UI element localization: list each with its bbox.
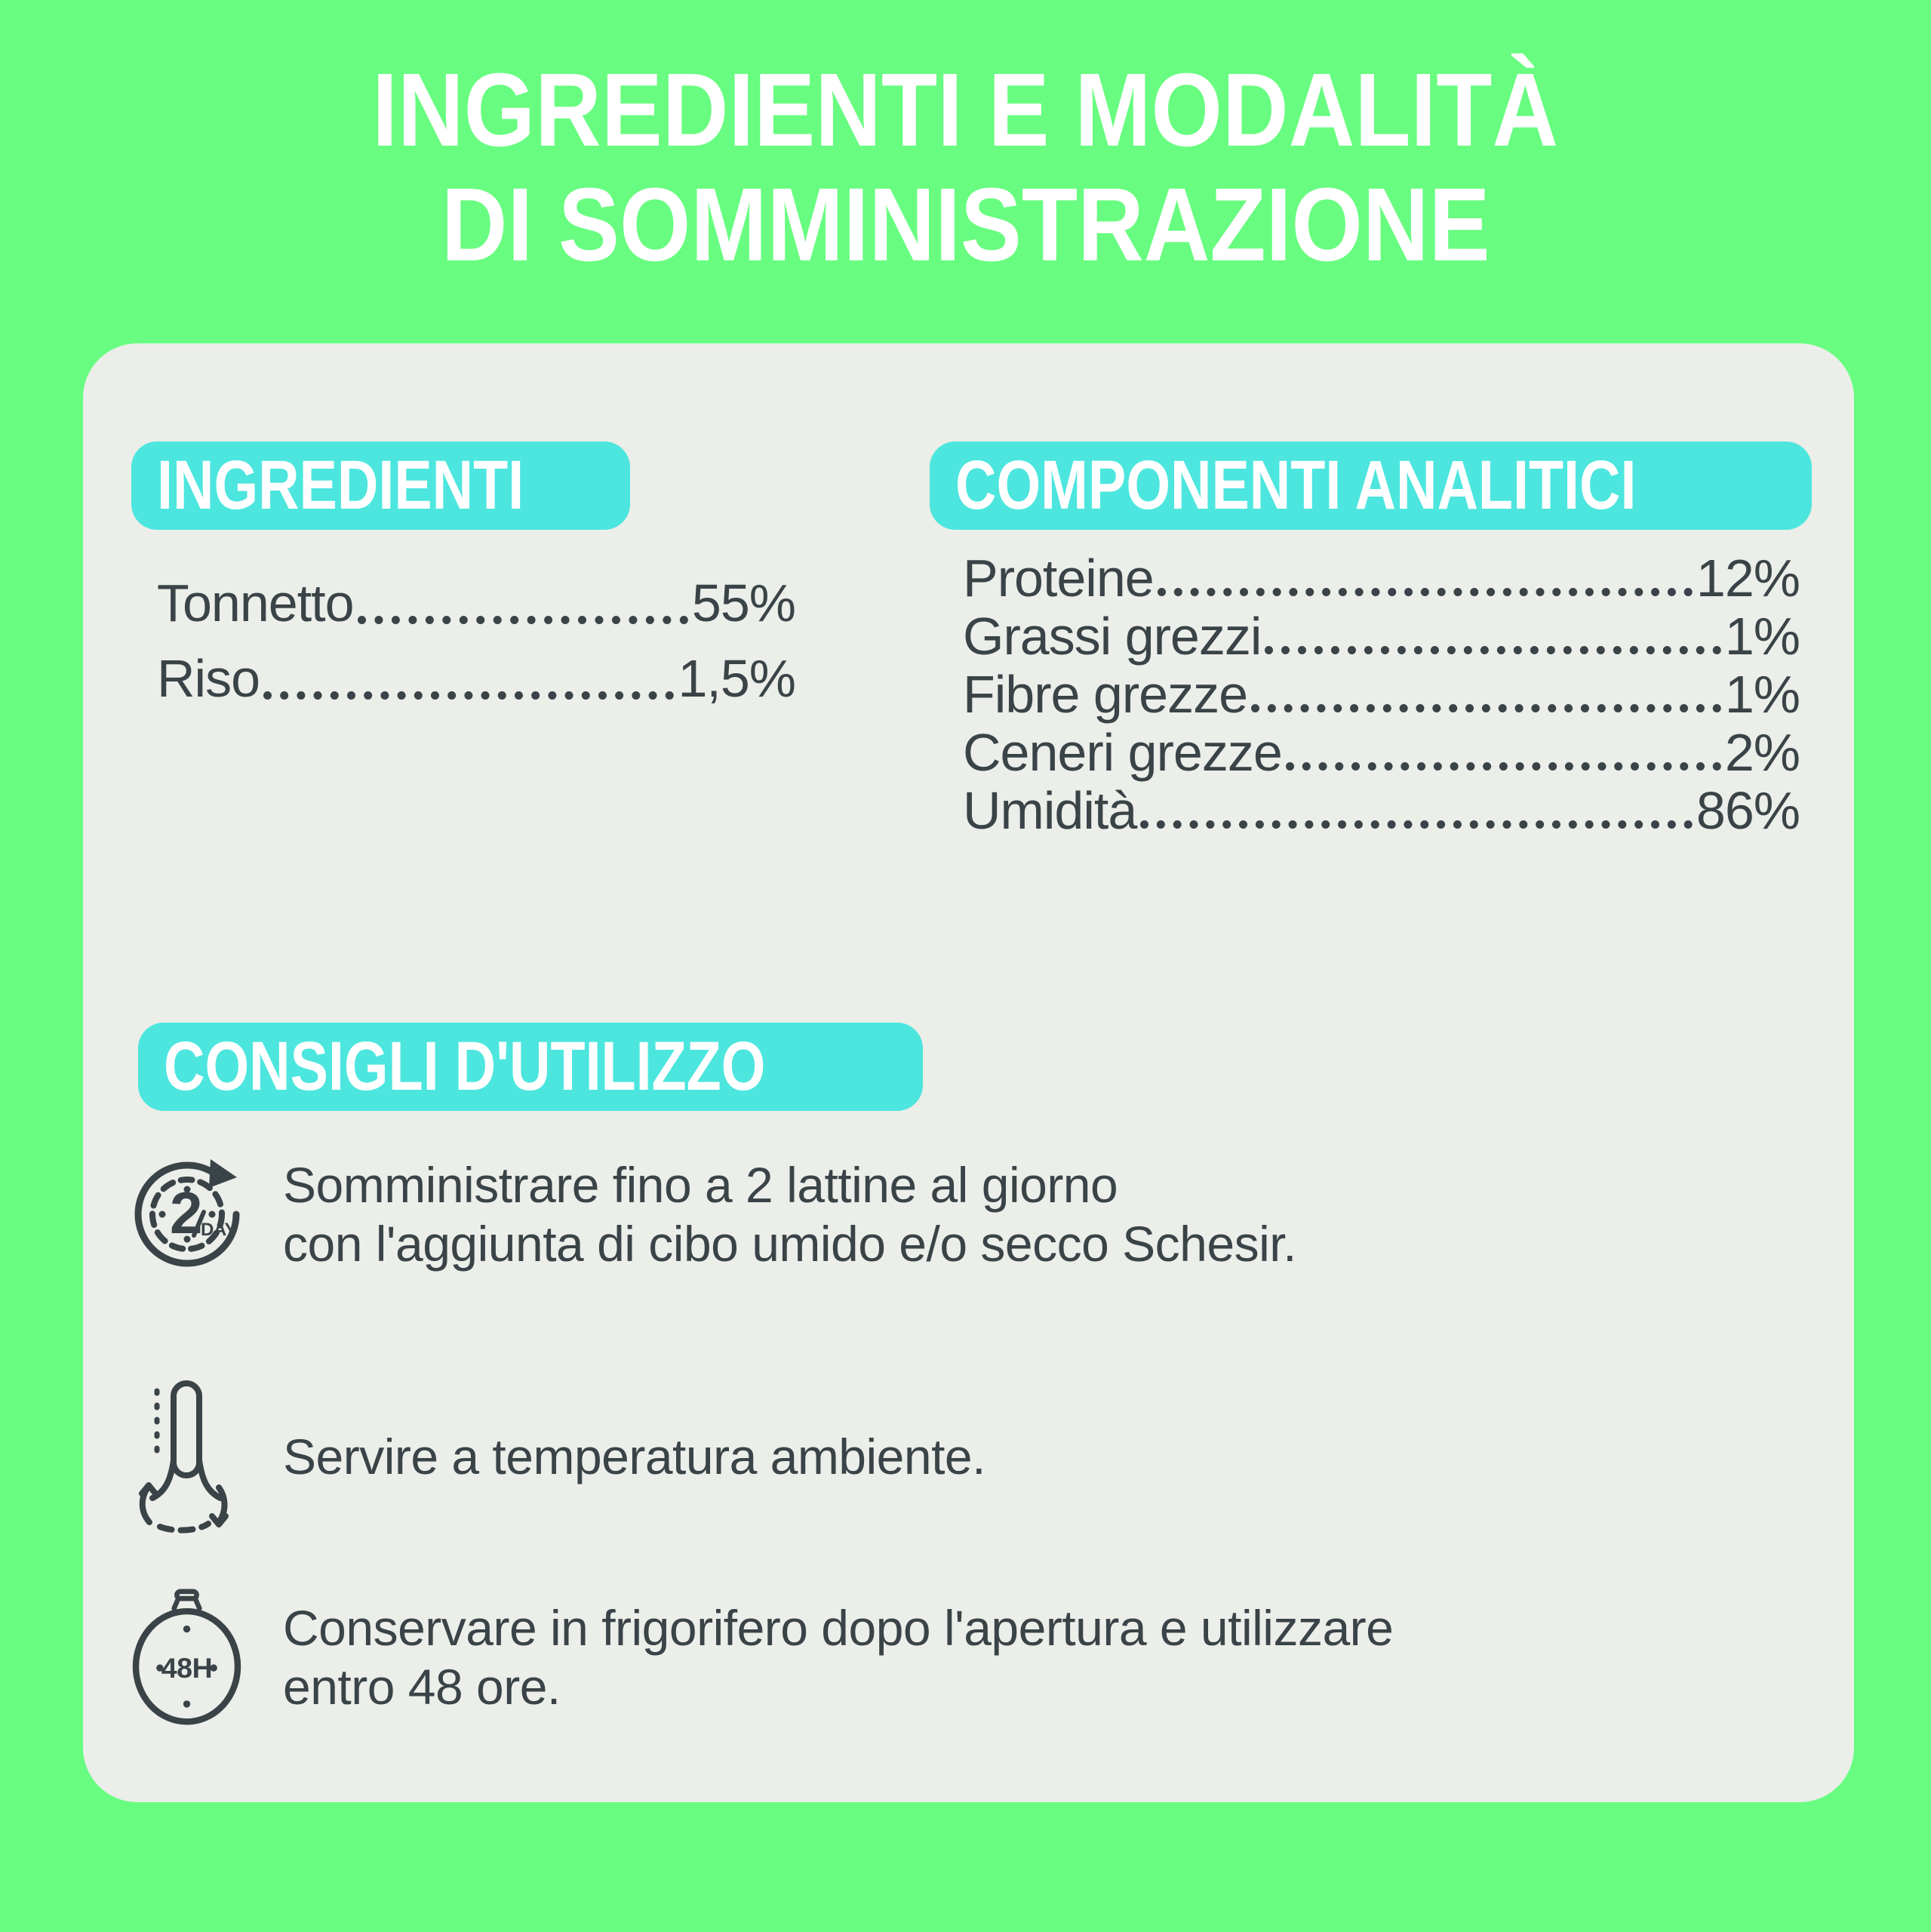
stopwatch-48h-icon bbox=[125, 1585, 249, 1730]
component-value: 2% bbox=[1724, 723, 1800, 782]
dotted-leader bbox=[1158, 588, 1693, 596]
component-label: Fibre grezze bbox=[963, 665, 1248, 724]
usage-advice-section bbox=[138, 1023, 923, 1111]
analytical-components-section bbox=[930, 441, 1800, 840]
component-value: 86% bbox=[1696, 781, 1800, 840]
page-title bbox=[0, 0, 1931, 282]
component-label: Ceneri grezze bbox=[963, 723, 1282, 782]
advice-row-temperature bbox=[125, 1379, 985, 1534]
component-value: 12% bbox=[1696, 549, 1800, 608]
clock-2day-number: 2 bbox=[169, 1180, 202, 1246]
content-card bbox=[83, 343, 1854, 1802]
clock-2day-unit: DAY bbox=[200, 1220, 236, 1240]
page-title-line2: DI SOMMINISTRAZIONE bbox=[441, 167, 1490, 283]
component-row bbox=[963, 782, 1800, 840]
analytical-components-heading-badge bbox=[930, 441, 1812, 530]
clock-2day-icon-svg bbox=[131, 1158, 244, 1271]
advice-line: Servire a temperatura ambiente. bbox=[283, 1428, 985, 1484]
ingredients-list bbox=[157, 571, 795, 711]
dotted-leader bbox=[1251, 704, 1721, 712]
advice-row-storage bbox=[125, 1585, 1393, 1730]
dotted-leader bbox=[1286, 762, 1721, 771]
component-label: Umidità bbox=[963, 781, 1137, 840]
advice-text bbox=[283, 1598, 1393, 1716]
ingredients-section bbox=[131, 441, 795, 711]
dotted-leader bbox=[1265, 646, 1720, 654]
stopwatch-48h-label: 48H bbox=[161, 1652, 213, 1684]
component-row bbox=[963, 549, 1800, 608]
thermometer-icon-svg bbox=[127, 1379, 248, 1534]
advice-line: Conservare in frigorifero dopo l'apertura e utilizzare bbox=[283, 1600, 1394, 1656]
advice-line: Somministrare fino a 2 lattine al giorno bbox=[283, 1157, 1118, 1213]
component-value: 1% bbox=[1724, 665, 1800, 724]
analytical-components-heading-label: COMPONENTI ANALITICI bbox=[955, 447, 1637, 524]
component-row bbox=[963, 724, 1800, 782]
stopwatch-48h-icon-svg bbox=[125, 1585, 249, 1730]
dotted-leader bbox=[263, 691, 674, 700]
usage-advice-heading-badge bbox=[138, 1023, 923, 1111]
component-row bbox=[963, 666, 1800, 724]
thermometer-icon bbox=[125, 1379, 249, 1534]
ingredient-row bbox=[157, 571, 795, 635]
advice-text bbox=[283, 1155, 1296, 1273]
ingredient-row bbox=[157, 646, 795, 711]
ingredient-label: Tonnetto bbox=[157, 574, 354, 632]
ingredient-value: 1,5% bbox=[678, 649, 795, 708]
component-label: Grassi grezzi bbox=[963, 607, 1262, 666]
advice-line: con l'aggiunta di cibo umido e/o secco Schesir. bbox=[283, 1216, 1296, 1272]
ingredient-value: 55% bbox=[691, 574, 795, 632]
usage-advice-heading-label: CONSIGLI D'UTILIZZO bbox=[164, 1028, 766, 1105]
analytical-components-list bbox=[963, 549, 1800, 840]
advice-text bbox=[283, 1427, 985, 1486]
component-row bbox=[963, 608, 1800, 666]
component-value: 1% bbox=[1724, 607, 1800, 666]
ingredients-heading-label: INGREDIENTI bbox=[157, 447, 524, 524]
ingredients-heading-badge bbox=[131, 441, 630, 530]
dotted-leader bbox=[1140, 820, 1693, 829]
component-label: Proteine bbox=[963, 549, 1154, 608]
dotted-leader bbox=[358, 616, 688, 624]
advice-row-daily-amount bbox=[125, 1155, 1296, 1273]
ingredient-label: Riso bbox=[157, 649, 260, 708]
advice-line: entro 48 ore. bbox=[283, 1659, 561, 1715]
clock-2day-icon bbox=[125, 1158, 249, 1271]
page-title-line1: INGREDIENTI E MODALITÀ bbox=[372, 52, 1559, 168]
